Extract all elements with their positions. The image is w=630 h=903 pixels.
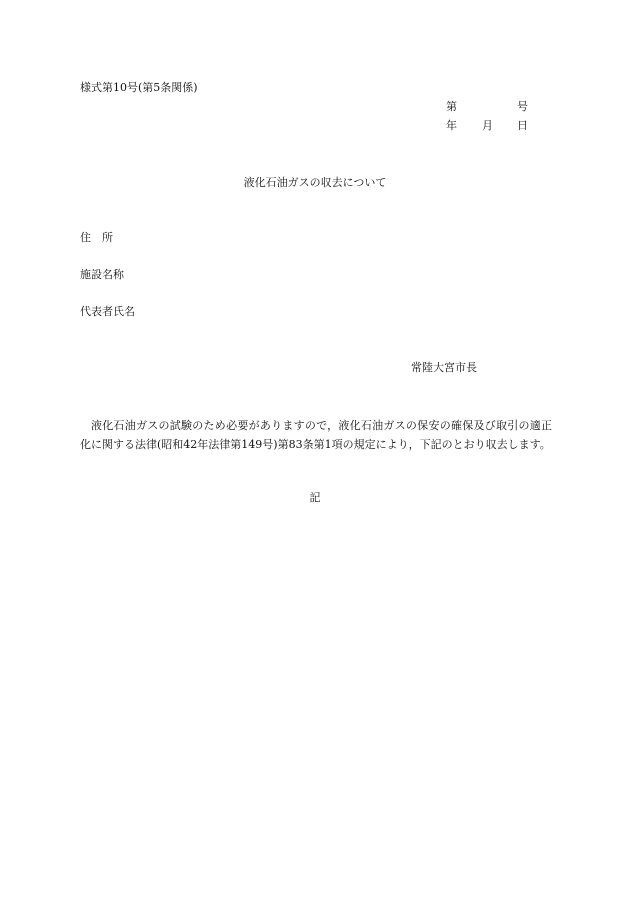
recipient-representative-label: 代表者氏名 — [80, 305, 135, 318]
document-title: 液化石油ガスの収去について — [243, 176, 387, 189]
date-day-label: 日 — [517, 119, 528, 132]
ki-heading: 記 — [309, 491, 321, 504]
form-number: 様式第10号(第5条関係) — [80, 81, 198, 94]
recipient-facility-label: 施設名称 — [80, 268, 124, 281]
document-number-prefix: 第 — [446, 100, 457, 113]
recipient-address-label: 住 所 — [80, 231, 113, 244]
body-paragraph: 液化石油ガスの試験のため必要がありますので，液化石油ガスの保安の確保及び取引の適正化に関する法律(昭和42年法律第149号)第83条第1項の規定により，下記のとおり収去します。 — [80, 419, 552, 451]
issuer-name: 常陸大宮市長 — [411, 361, 477, 374]
date-year-label: 年 — [446, 119, 457, 132]
date-month-label: 月 — [482, 119, 493, 132]
document-number-suffix: 号 — [517, 100, 528, 113]
